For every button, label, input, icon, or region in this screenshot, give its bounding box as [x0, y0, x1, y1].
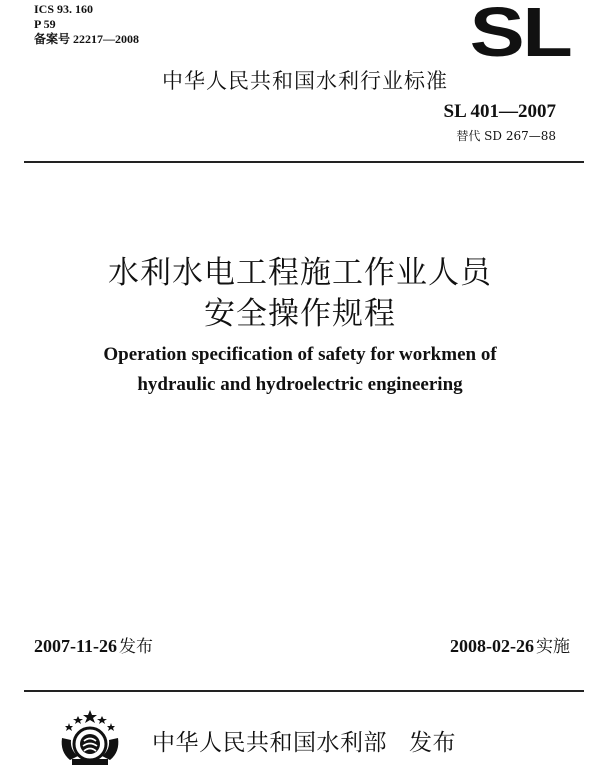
standard-number: SL 401—2007	[443, 101, 556, 122]
publisher-name: 中华人民共和国水利部	[152, 730, 387, 756]
publish-label: 发布	[409, 730, 456, 756]
title-cn-line1: 水利水电工程施工作业人员	[108, 255, 492, 291]
impl-date-value: 2008-02-26	[450, 636, 534, 656]
impl-label: 实施	[536, 637, 570, 657]
title-en	[0, 340, 600, 400]
header-divider	[24, 161, 584, 163]
issue-date	[34, 632, 153, 657]
publisher	[152, 724, 456, 757]
issue-label: 发布	[119, 637, 153, 657]
footer-divider	[24, 690, 584, 692]
sl-logo: SL	[469, 0, 570, 71]
issue-date-value: 2007-11-26	[34, 636, 117, 656]
ministry-emblem-icon	[58, 708, 122, 766]
title-en-line2: hydraulic and hydroelectric engineering	[137, 374, 463, 395]
ics-code: ICS 93. 160	[34, 2, 94, 16]
standard-category: 中华人民共和国水利行业标准	[162, 69, 448, 93]
title-en-line1: Operation specification of safety for workmen of	[103, 344, 497, 365]
implementation-date	[450, 632, 570, 657]
record-number: 备案号 22217—2008	[34, 32, 140, 46]
title-cn-line2: 安全操作规程	[204, 296, 396, 332]
ccs-code: P 59	[34, 17, 56, 31]
replaces-standard: 替代 SD 267—88	[456, 129, 556, 143]
classification-codes	[34, 2, 139, 47]
